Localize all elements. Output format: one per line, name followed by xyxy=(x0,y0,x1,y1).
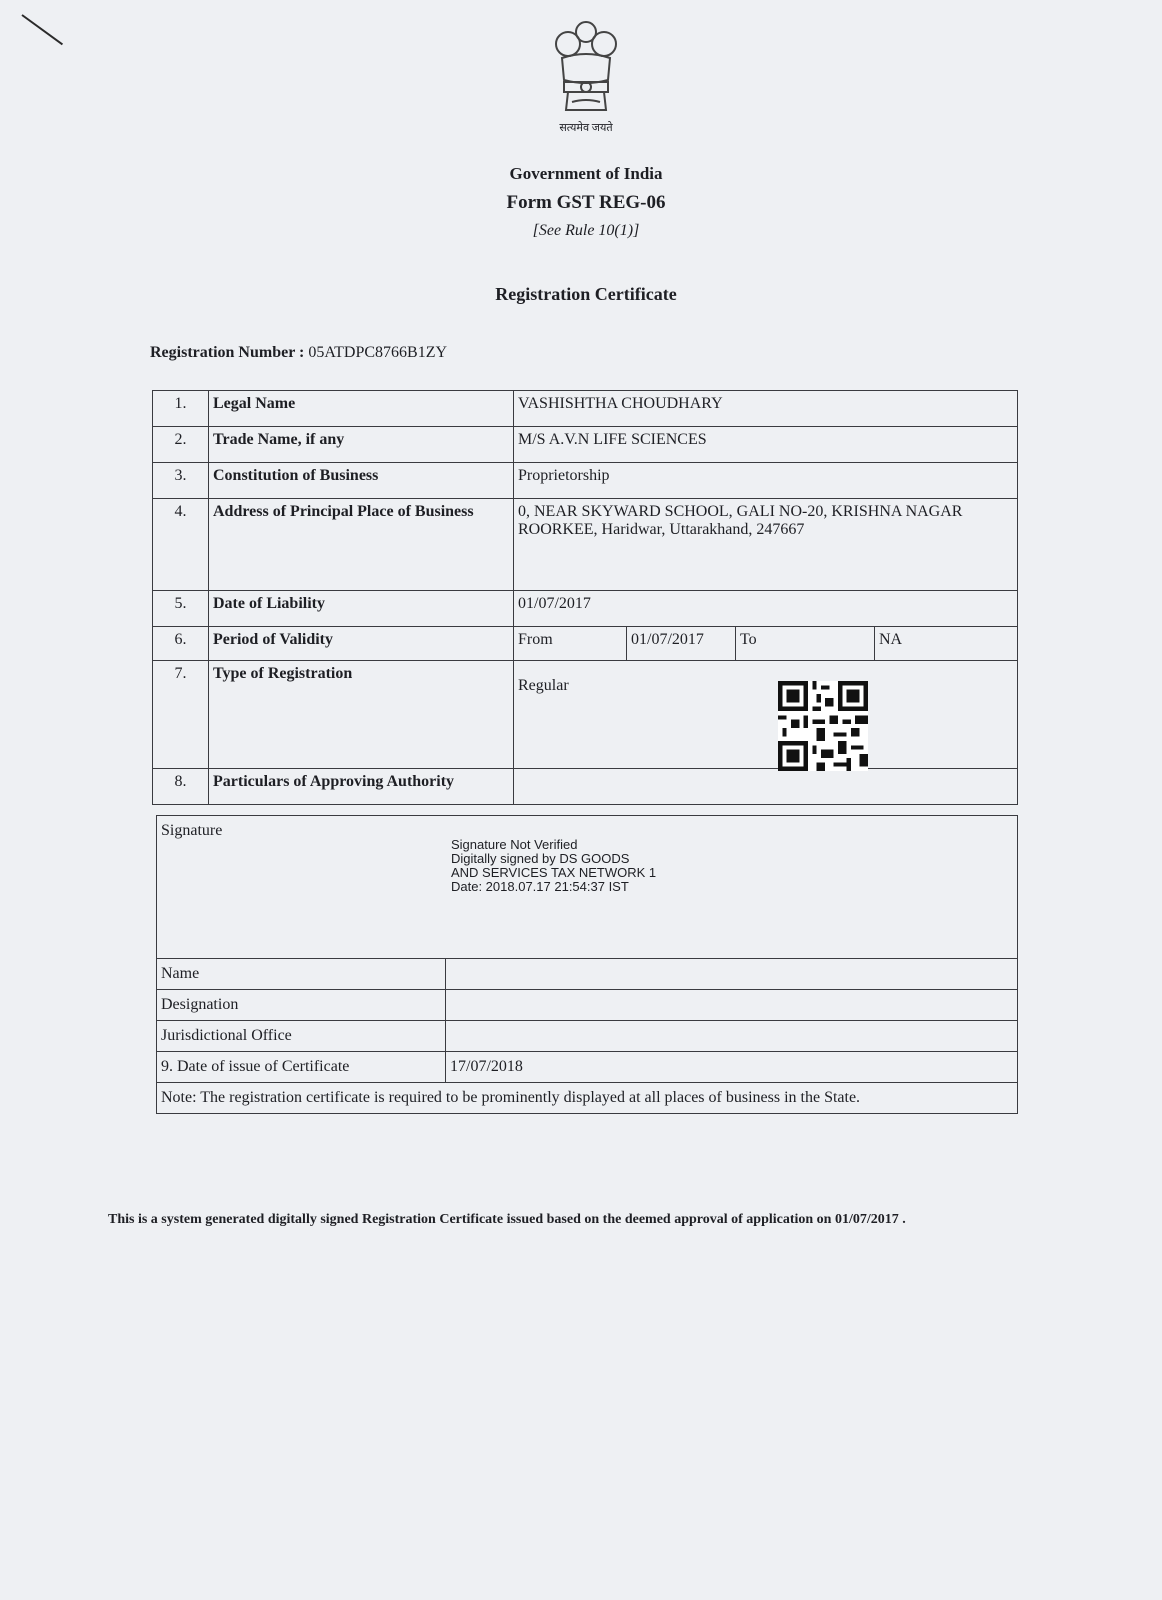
row-number: 8. xyxy=(153,769,209,805)
row-value xyxy=(514,769,1018,805)
issue-date-value: 17/07/2018 xyxy=(446,1052,1018,1083)
certificate-title: Registration Certificate xyxy=(495,284,677,304)
registration-line xyxy=(150,344,447,362)
national-emblem-icon xyxy=(548,18,624,114)
name-value xyxy=(446,959,1018,990)
signature-label: Signature xyxy=(161,822,223,839)
row-number: 7. xyxy=(153,661,209,769)
row-label: Constitution of Business xyxy=(209,463,514,499)
table-row xyxy=(153,769,1018,805)
table-row xyxy=(157,1021,1018,1052)
form-title: Form GST REG-06 xyxy=(506,192,666,213)
validity-from-label: From xyxy=(514,627,627,661)
designation-value xyxy=(446,990,1018,1021)
signature-cell xyxy=(157,816,1018,959)
table-row xyxy=(153,627,1018,661)
table-row xyxy=(157,990,1018,1021)
signature-status: Signature Not Verified xyxy=(451,837,578,852)
row-label: Date of Liability xyxy=(209,591,514,627)
rule-reference: [See Rule 10(1)] xyxy=(532,222,640,239)
validity-from-date: 01/07/2017 xyxy=(627,627,736,661)
details-table xyxy=(152,390,1018,805)
pen-stroke-mark xyxy=(21,14,63,45)
table-row xyxy=(153,391,1018,427)
name-label: Name xyxy=(157,959,446,990)
row-number: 6. xyxy=(153,627,209,661)
table-row xyxy=(157,1083,1018,1114)
signature-row xyxy=(157,816,1018,959)
row-label: Legal Name xyxy=(209,391,514,427)
row-label: Period of Validity xyxy=(209,627,514,661)
signature-signer-line2: AND SERVICES TAX NETWORK 1 xyxy=(451,865,657,880)
digital-signature-block xyxy=(451,838,656,894)
designation-label: Designation xyxy=(157,990,446,1021)
row-value: VASHISHTHA CHOUDHARY xyxy=(514,391,1018,427)
validity-to-value: NA xyxy=(875,627,1018,661)
row-number: 2. xyxy=(153,427,209,463)
signature-signer-line1: Digitally signed by DS GOODS xyxy=(451,851,630,866)
row-value: 01/07/2017 xyxy=(514,591,1018,627)
row-value: M/S A.V.N LIFE SCIENCES xyxy=(514,427,1018,463)
table-row xyxy=(157,1052,1018,1083)
government-title: Government of India xyxy=(509,164,663,183)
system-generated-note: This is a system generated digitally signed Registration Certificate issued based on the deemed approval of application on 01/07/2017 . xyxy=(108,1212,906,1227)
display-note: Note: The registration certificate is required to be prominently displayed at all places of business in the State. xyxy=(157,1083,1018,1114)
signature-date: Date: 2018.07.17 21:54:37 IST xyxy=(451,879,629,894)
row-number: 3. xyxy=(153,463,209,499)
jurisdictional-office-label: Jurisdictional Office xyxy=(157,1021,446,1052)
table-row xyxy=(153,591,1018,627)
row-value xyxy=(514,661,1018,769)
national-motto: सत्यमेव जयते xyxy=(559,122,613,134)
registration-number: 05ATDPC8766B1ZY xyxy=(308,344,448,361)
row-number: 1. xyxy=(153,391,209,427)
row-label: Address of Principal Place of Business xyxy=(209,499,514,591)
row-value: Proprietorship xyxy=(514,463,1018,499)
table-row xyxy=(157,959,1018,990)
qr-code-icon xyxy=(778,681,868,771)
registration-label: Registration Number : xyxy=(150,344,305,361)
row-label: Particulars of Approving Authority xyxy=(209,769,514,805)
row-label: Type of Registration xyxy=(209,661,514,769)
registration-type: Regular xyxy=(518,677,569,694)
table-row xyxy=(153,463,1018,499)
issue-date-label: 9. Date of issue of Certificate xyxy=(157,1052,446,1083)
table-row xyxy=(153,427,1018,463)
row-label: Trade Name, if any xyxy=(209,427,514,463)
row-number: 4. xyxy=(153,499,209,591)
validity-to-label: To xyxy=(736,627,875,661)
jurisdictional-office-value xyxy=(446,1021,1018,1052)
row-value: 0, NEAR SKYWARD SCHOOL, GALI NO-20, KRISHNA NAGAR ROORKEE, Haridwar, Uttarakhand, 247667 xyxy=(514,499,1018,591)
table-row xyxy=(153,661,1018,769)
table-row xyxy=(153,499,1018,591)
row-number: 5. xyxy=(153,591,209,627)
approval-table xyxy=(156,815,1018,1114)
